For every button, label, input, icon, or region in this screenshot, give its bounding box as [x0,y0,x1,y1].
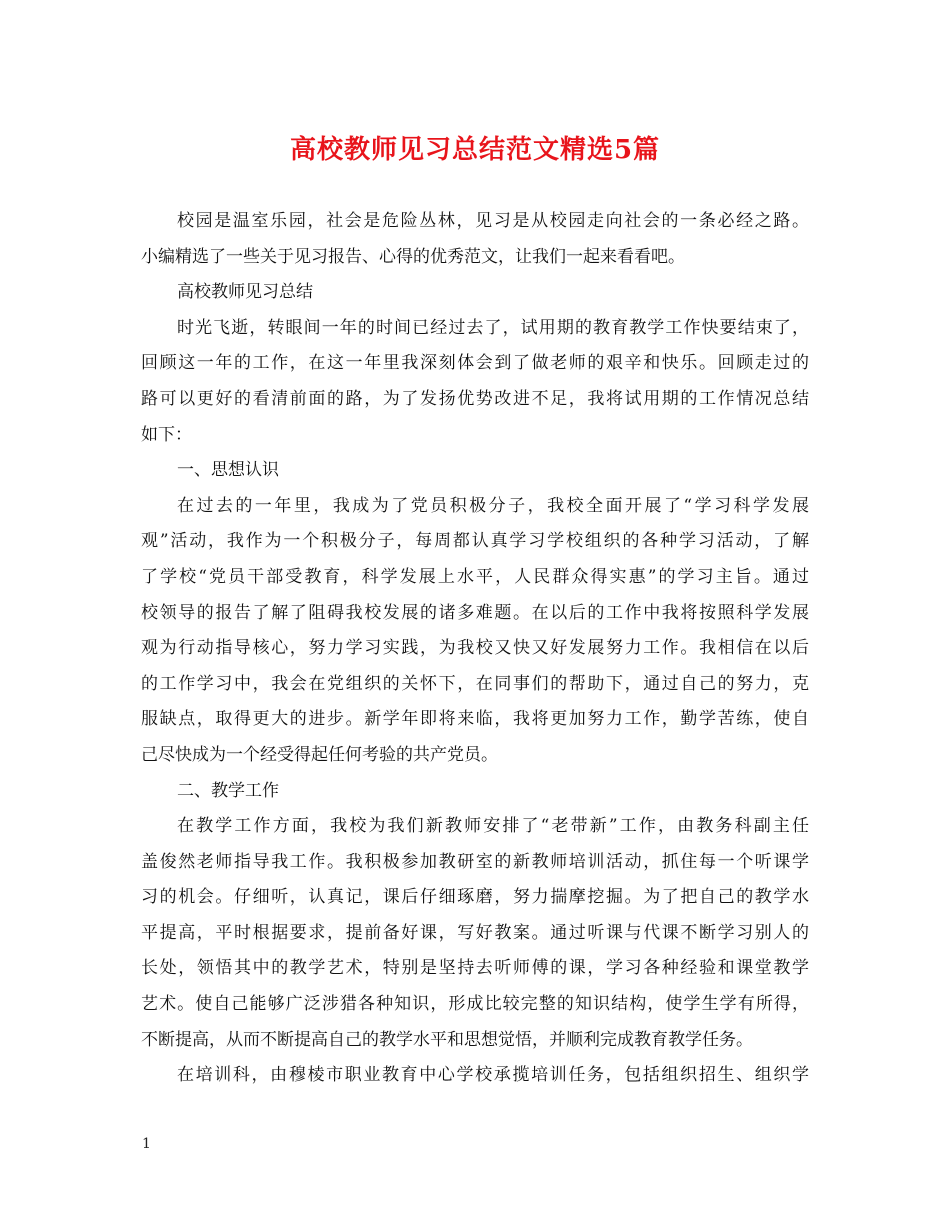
text-line: 平提高，平时根据要求，提前备好课，写好教案。通过听课与代课不断学习别人的 [141,922,809,943]
document-body [141,204,809,1094]
text-line: 观”活动，我作为一个积极分子，每周都认真学习学校组织的各种学习活动，了解 [141,531,809,552]
section-heading: 高校教师见习总结 [177,282,313,303]
text-line: 习的机会。仔细听，认真记，课后仔细琢磨，努力揣摩挖掘。为了把自己的教学水 [141,887,809,908]
text-line: 校园是温室乐园，社会是危险丛林，见习是从校园走向社会的一条必经之路。 [177,211,809,231]
text-line: 小编精选了一些关于见习报告、心得的优秀范文，让我们一起来看看吧。 [141,246,685,267]
text-line: 己尽快成为一个经受得起任何考验的共产党员。 [141,744,498,765]
text-line: 回顾这一年的工作，在这一年里我深刻体会到了做老师的艰辛和快乐。回顾走过的 [141,353,809,374]
text-line: 不断提高，从而不断提高自己的教学水平和思想觉悟，并顺利完成教育教学任务。 [141,1029,753,1050]
document-title: 高校教师见习总结范文精选5篇 [289,135,661,165]
text-line: 在培训科，由穆棱市职业教育中心学校承揽培训任务，包括组织招生、组织学 [177,1065,809,1086]
text-line: 在过去的一年里，我成为了党员积极分子，我校全面开展了“学习科学发展 [177,495,809,516]
text-line: 长处，领悟其中的教学艺术，特别是坚持去听师傅的课，学习各种经验和课堂教学 [141,958,809,979]
text-line: 了学校“党员干部受教育，科学发展上水平，人民群众得实惠”的学习主旨。通过 [141,566,809,587]
page-number: 1 [142,1136,151,1152]
text-line: 观为行动指导核心，努力学习实践，为我校又快又好发展努力工作。我相信在以后 [141,638,809,659]
text-line: 路可以更好的看清前面的路，为了发扬优势改进不足，我将试用期的工作情况总结 [141,388,809,409]
section-heading: 二、教学工作 [177,780,279,801]
text-line: 校领导的报告了解了阻碍我校发展的诸多难题。在以后的工作中我将按照科学发展 [141,602,809,623]
text-line: 服缺点，取得更大的进步。新学年即将来临，我将更加努力工作，勤学苦练，使自 [141,709,809,730]
text-line: 盖俊然老师指导我工作。我积极参加教研室的新教师培训活动，抓住每一个听课学 [141,851,809,872]
text-line: 艺术。使自己能够广泛涉猎各种知识，形成比较完整的知识结构，使学生学有所得， [141,994,809,1015]
section-heading: 一、思想认识 [177,460,279,481]
text-line: 时光飞逝，转眼间一年的时间已经过去了，试用期的教育教学工作快要结束了， [177,317,809,338]
text-line: 的工作学习中，我会在党组织的关怀下，在同事们的帮助下，通过自己的努力，克 [141,673,809,694]
text-line: 在教学工作方面，我校为我们新教师安排了“老带新”工作，由教务科副主任 [177,816,809,837]
text-line: 如下： [141,424,192,445]
